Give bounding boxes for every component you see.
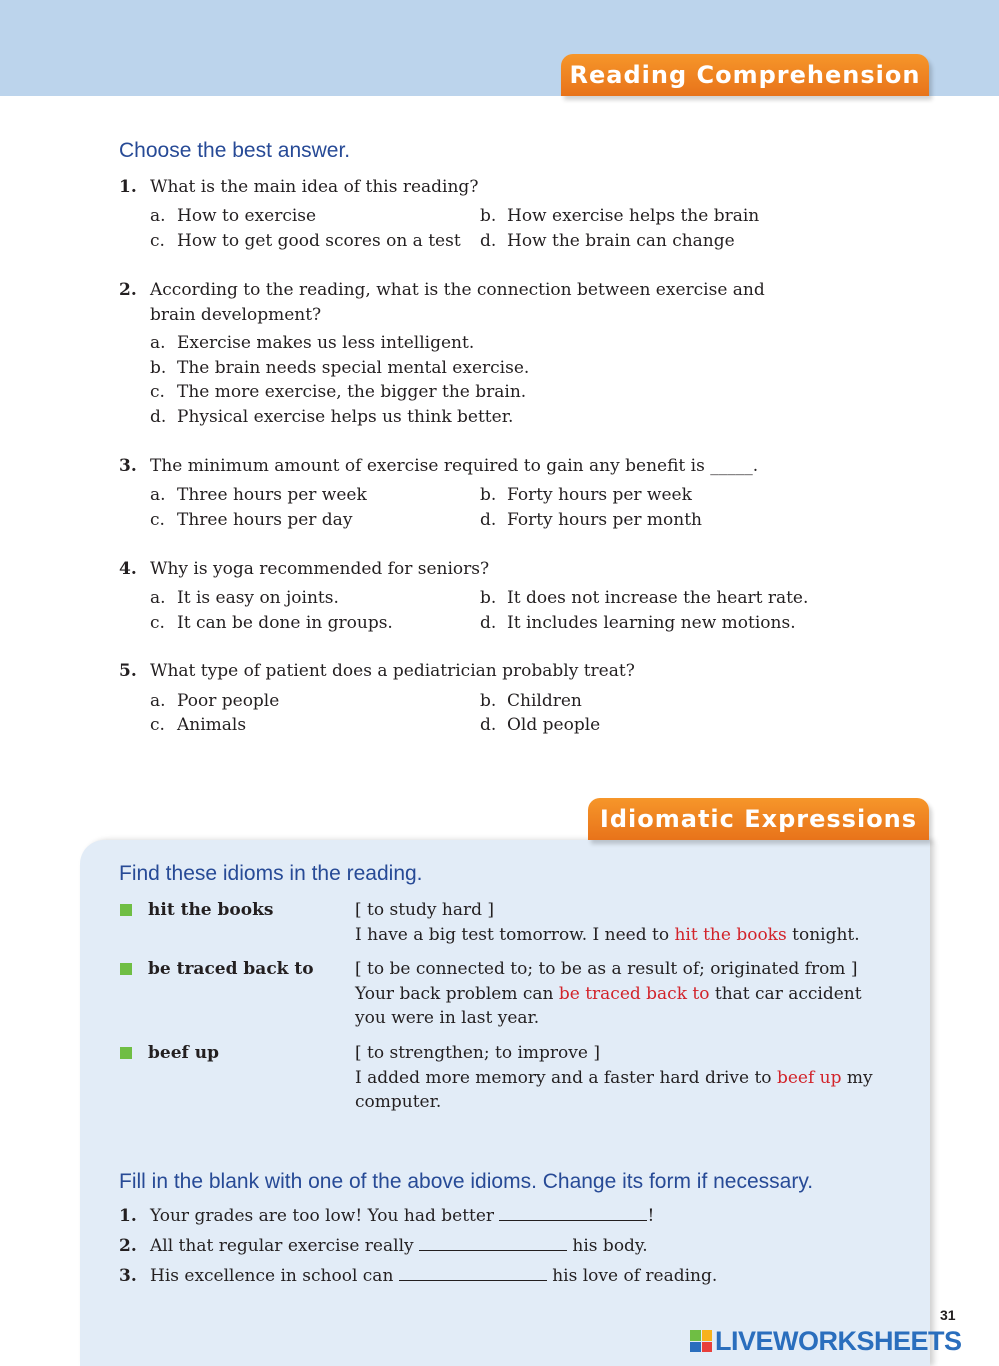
answer-option[interactable] (150, 405, 513, 430)
option-letter: c. (150, 715, 165, 735)
example-text: Your back problem can (355, 983, 559, 1004)
option-letter: b. (480, 206, 497, 226)
fill-item (150, 1266, 717, 1286)
answer-option[interactable] (150, 380, 526, 405)
option-letter: c. (150, 231, 165, 251)
idiom-example (355, 1066, 895, 1115)
example-highlight: hit the books (674, 924, 787, 945)
answer-option[interactable] (150, 713, 246, 738)
answer-option[interactable] (150, 204, 316, 229)
idioms-instruction-heading: Find these idioms in the reading. (119, 862, 423, 885)
option-text: Three hours per day (177, 510, 353, 530)
instruction-heading: Choose the best answer. (119, 139, 351, 162)
idiom-definition: [ to be connected to; to be as a result of; originated from ] (355, 959, 858, 979)
option-letter: b. (480, 691, 497, 711)
fill-item-number: 3. (119, 1266, 137, 1286)
option-letter: a. (150, 206, 166, 226)
option-text: How exercise helps the brain (507, 206, 760, 226)
option-text: It can be done in groups. (177, 613, 393, 633)
option-letter: c. (150, 613, 165, 633)
example-text: my computer. (355, 1067, 873, 1112)
option-text: It includes learning new motions. (507, 613, 796, 633)
question-number: 4. (119, 559, 137, 579)
answer-option[interactable] (480, 611, 796, 636)
liveworksheets-brand[interactable] (690, 1325, 990, 1357)
answer-option[interactable] (480, 689, 582, 714)
option-letter: c. (150, 510, 165, 530)
idiom-definition-block (355, 957, 895, 1031)
option-letter: a. (150, 588, 166, 608)
section-tab-idiomatic-expressions: Idiomatic Expressions (588, 798, 929, 840)
example-text: I have a big test tomorrow. I need to (355, 924, 675, 945)
fill-item-number: 1. (119, 1206, 137, 1226)
question-text: According to the reading, what is the connection between exercise and brain development? (150, 280, 765, 325)
green-square-bullet-icon (120, 904, 132, 916)
idiom-term: beef up (148, 1043, 219, 1063)
option-letter: d. (150, 407, 167, 427)
question-text: What is the main idea of this reading? (150, 177, 479, 197)
answer-option[interactable] (480, 483, 692, 508)
liveworksheets-logo-icon (690, 1330, 712, 1352)
answer-option[interactable] (150, 611, 393, 636)
example-text: I added more memory and a faster hard drive to (355, 1067, 777, 1088)
green-square-bullet-icon (120, 1047, 132, 1059)
idiom-term: hit the books (148, 900, 274, 920)
fill-item-text: his love of reading. (546, 1266, 718, 1286)
option-text: Forty hours per month (507, 510, 703, 530)
idiom-example (355, 923, 895, 948)
answer-option[interactable] (150, 356, 529, 381)
option-letter: d. (480, 715, 497, 735)
fill-item-number: 2. (119, 1236, 137, 1256)
answer-option[interactable] (150, 483, 367, 508)
answer-option[interactable] (480, 508, 702, 533)
option-letter: d. (480, 613, 497, 633)
question-number: 3. (119, 456, 137, 476)
content-sheet (0, 96, 925, 796)
example-text: tonight. (786, 924, 860, 945)
answer-option[interactable] (150, 508, 352, 533)
option-text: It does not increase the heart rate. (507, 588, 809, 608)
fill-item-text: Your grades are too low! You had better (150, 1206, 500, 1226)
answer-blank[interactable] (499, 1207, 647, 1221)
option-letter: c. (150, 382, 165, 402)
brand-text: LIVEWORKSHEETS (715, 1325, 962, 1356)
option-text: How the brain can change (507, 231, 735, 251)
answer-option[interactable] (480, 229, 735, 254)
answer-option[interactable] (480, 586, 808, 611)
option-text: The more exercise, the bigger the brain. (177, 382, 527, 402)
answer-option[interactable] (150, 586, 339, 611)
option-letter: b. (150, 358, 167, 378)
idiom-definition-block (355, 898, 895, 947)
section-tab-reading-comprehension: Reading Comprehension (561, 54, 929, 96)
option-text: Animals (177, 715, 247, 735)
idiom-definition: [ to study hard ] (355, 900, 495, 920)
question-text: What type of patient does a pediatrician probably treat? (150, 661, 635, 681)
option-text: Children (507, 691, 582, 711)
fill-item-text: His excellence in school can (150, 1266, 399, 1286)
question-number: 5. (119, 661, 137, 681)
option-text: Three hours per week (177, 485, 367, 505)
option-letter: a. (150, 485, 166, 505)
option-text: Old people (507, 715, 601, 735)
answer-option[interactable] (150, 689, 279, 714)
question-text: The minimum amount of exercise required to gain any benefit is _____. (150, 456, 759, 476)
green-square-bullet-icon (120, 963, 132, 975)
option-letter: d. (480, 231, 497, 251)
option-letter: d. (480, 510, 497, 530)
question-number: 2. (119, 280, 137, 300)
option-letter: b. (480, 588, 497, 608)
question-text: Why is yoga recommended for seniors? (150, 559, 490, 579)
example-highlight: be traced back to (558, 983, 710, 1004)
option-text: How to get good scores on a test (177, 231, 461, 251)
answer-blank[interactable] (399, 1267, 547, 1281)
example-text: that car accident you were in last year. (355, 983, 862, 1028)
option-letter: a. (150, 691, 166, 711)
answer-option[interactable] (150, 331, 474, 356)
fill-item-text: his body. (567, 1236, 648, 1256)
idiom-definition: [ to strengthen; to improve ] (355, 1043, 600, 1063)
question-number: 1. (119, 177, 137, 197)
option-text: How to exercise (177, 206, 317, 226)
answer-option[interactable] (480, 204, 759, 229)
option-text: Physical exercise helps us think better. (177, 407, 514, 427)
fill-blank-instruction-heading: Fill in the blank with one of the above idioms. Change its form if necessary. (119, 1170, 814, 1193)
option-text: Poor people (177, 691, 280, 711)
option-text: The brain needs special mental exercise. (177, 358, 530, 378)
option-letter: a. (150, 333, 166, 353)
option-letter: b. (480, 485, 497, 505)
fill-item (150, 1236, 648, 1256)
example-highlight: beef up (776, 1067, 842, 1088)
idiom-example (355, 982, 895, 1031)
option-text: Exercise makes us less intelligent. (177, 333, 475, 353)
answer-option[interactable] (150, 229, 461, 254)
fill-item (150, 1206, 654, 1226)
answer-option[interactable] (480, 713, 600, 738)
fill-item-text: ! (647, 1206, 655, 1226)
option-text: It is easy on joints. (177, 588, 339, 608)
answer-blank[interactable] (419, 1237, 567, 1251)
fill-item-text: All that regular exercise really (150, 1236, 420, 1256)
page-number: 31 (940, 1307, 956, 1323)
idiom-definition-block (355, 1041, 895, 1115)
option-text: Forty hours per week (507, 485, 692, 505)
idiom-term: be traced back to (148, 959, 314, 979)
